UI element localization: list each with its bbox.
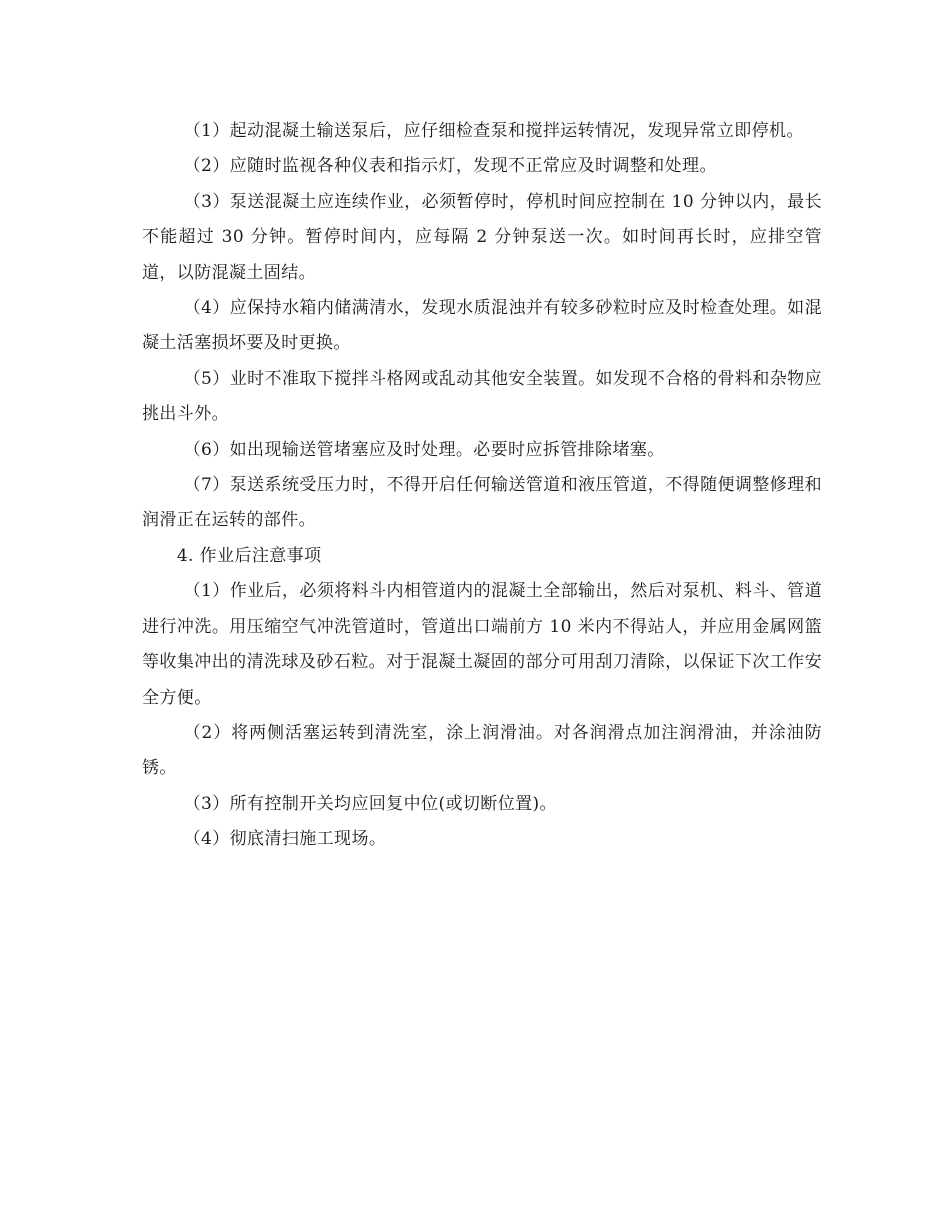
section-heading: 4. 作业后注意事项 (176, 545, 322, 566)
paragraph-a-7: （7）泵送系统受压力时，不得开启任何输送管道和液压管道，不得随便调整修理和润滑正在运转的部件。 (142, 475, 822, 531)
paragraph-a-4: （4）应保持水箱内储满清水，发现水质混浊并有较多砂粒时应及时检查处理。如混凝土活塞损坏要及时更换。 (142, 298, 822, 354)
paragraph-b-2: （2）将两侧活塞运转到清洗室，涂上润滑油。对各润滑点加注润滑油，并涂油防锈。 (142, 722, 822, 779)
paragraph-a-1: （1）起动混凝土输送泵后，应仔细检查泵和搅拌运转情况，发现异常立即停机。 (183, 121, 804, 141)
paragraph-a-2: （2）应随时监视各种仪表和指示灯，发现不正常应及时调整和处理。 (183, 156, 717, 177)
paragraph-a-5: （5）业时不准取下搅拌斗格网或乱动其他安全装置。如发现不合格的骨料和杂物应挑出斗外。 (142, 368, 822, 425)
document-body (142, 114, 822, 858)
paragraph-b-4: （4）彻底清扫施工现场。 (183, 829, 387, 850)
paragraph-b-1: （1）作业后，必须将料斗内相管道内的混凝土全部输出，然后对泵机、料斗、管道进行冲洗。用压缩空气冲洗管道时，管道出口端前方 10 米内不得站人，并应用金属网篮等收集冲出的清洗球及砂石粒。对于混凝土凝固的部分可用刮刀清除，以保证下次工作安全方便。 (142, 581, 822, 708)
paragraph-b-3: （3）所有控制开关均应回复中位(或切断位置)。 (183, 793, 557, 814)
paragraph-a-6: （6）如出现输送管堵塞应及时处理。必要时应拆管排除堵塞。 (183, 439, 665, 460)
paragraph-a-3: （3）泵送混凝土应连续作业，必须暂停时，停机时间应控制在 10 分钟以内，最长不能超过 30 分钟。暂停时间内，应每隔 2 分钟泵送一次。如时间再长时，应排空管道，以防混凝土固结。 (142, 191, 822, 283)
